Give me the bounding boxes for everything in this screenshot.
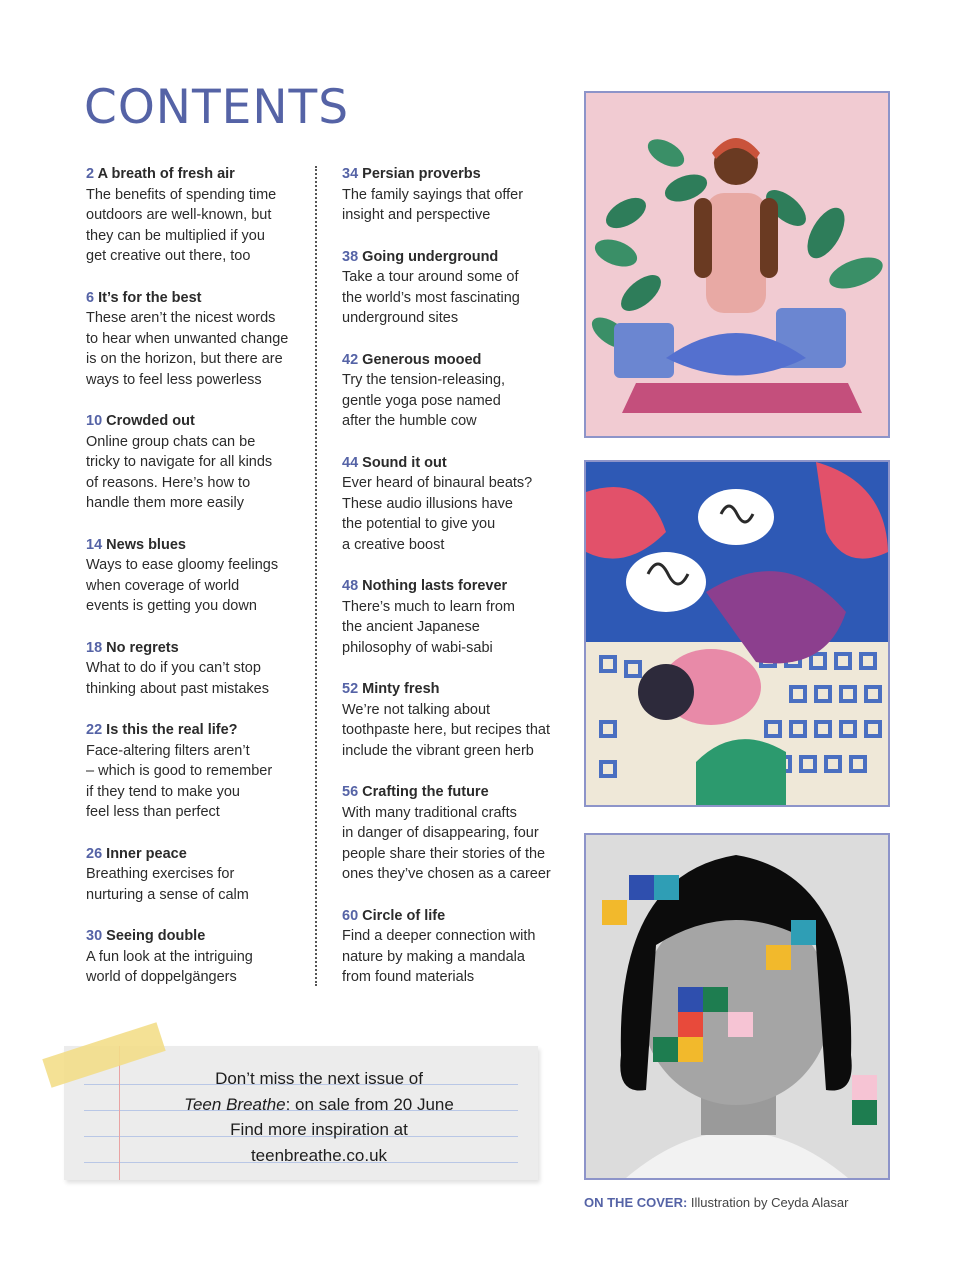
entry-heading (86, 411, 316, 432)
entry-description-line: The benefits of spending time (86, 186, 277, 203)
entry-description-line: toothpaste here, but recipes that (342, 722, 550, 738)
contents-entry[interactable] (342, 576, 572, 658)
page-number: 30 (86, 928, 103, 944)
entry-title: Crowded out (106, 413, 195, 429)
page-number: 60 (342, 907, 359, 924)
entry-description-line: the ancient Japanese (342, 619, 480, 635)
promo-sale-date: : on sale from 20 June (285, 1094, 454, 1114)
entry-description-line: after the humble cow (342, 413, 477, 429)
entry-heading (86, 844, 316, 865)
thought-bubbles-illustration-graphic (586, 462, 888, 805)
entry-title: Going underground (362, 248, 499, 265)
entry-title: Nothing lasts forever (362, 578, 508, 594)
entry-description-line: insight and perspective (342, 207, 491, 223)
entry-title: Seeing double (106, 928, 206, 944)
column-divider (315, 166, 317, 986)
entry-heading (86, 720, 316, 741)
entry-description-line: outdoors are well-known, but (86, 207, 272, 223)
contents-entry[interactable] (86, 720, 316, 823)
entry-description-line: Try the tension-releasing, (342, 372, 506, 388)
entry-description-line: Breathing exercises for (86, 866, 235, 882)
entry-description-line: people share their stories of the (342, 845, 546, 862)
entry-description-line: Face-altering filters aren’t (86, 742, 250, 759)
entry-heading (342, 164, 572, 185)
entry-heading (342, 679, 572, 700)
entry-description-line: underground sites (342, 310, 459, 326)
entry-title: Is this the real life? (106, 722, 238, 738)
page-number: 26 (86, 845, 103, 862)
entry-heading (342, 350, 572, 371)
promo-line1: Don’t miss the next issue of (215, 1069, 423, 1088)
contents-entry[interactable] (342, 453, 572, 556)
entry-heading (342, 453, 572, 474)
contents-entry[interactable] (86, 844, 316, 906)
entry-description-line: feel less than perfect (86, 804, 220, 820)
entry-description-line: ones they’ve chosen as a career (342, 866, 551, 882)
promo-line3: Find more inspiration at (230, 1120, 408, 1139)
cover-credit-label: ON THE COVER: (584, 1195, 688, 1210)
entry-description-line: they can be multiplied if you (86, 227, 265, 244)
entry-title: A breath of fresh air (97, 166, 235, 182)
entry-description-line: if they tend to make you (86, 783, 240, 800)
contents-entry[interactable] (342, 164, 572, 226)
contents-entry[interactable] (342, 350, 572, 432)
contents-right-column (342, 164, 572, 1009)
page-number: 22 (86, 722, 103, 738)
entry-description-line: get creative out there, too (86, 248, 251, 264)
contents-entry[interactable] (86, 411, 316, 514)
entry-description-line: There’s much to learn from (342, 598, 515, 615)
entry-title: Minty fresh (362, 681, 440, 697)
entry-heading (86, 164, 316, 185)
magazine-name: Teen Breathe (184, 1094, 286, 1114)
entry-description-line: The family sayings that offer (342, 186, 524, 203)
entry-description-line: when coverage of world (86, 577, 240, 594)
entry-description-line: the world’s most fascinating (342, 289, 520, 306)
entry-description-line: to hear when unwanted change (86, 330, 289, 347)
contents-left-column (86, 164, 316, 1009)
contents-entry[interactable] (86, 288, 316, 391)
contents-entry[interactable] (86, 535, 316, 617)
entry-title: No regrets (106, 639, 179, 656)
entry-description-line: handle them more easily (86, 495, 244, 511)
entry-description-line: ways to feel less powerless (86, 371, 262, 388)
entry-heading (342, 576, 572, 597)
entry-description-line: a creative boost (342, 536, 445, 553)
entry-description-line: from found materials (342, 969, 475, 985)
page-number: 10 (86, 413, 103, 429)
page-number: 18 (86, 639, 103, 656)
page-number: 44 (342, 454, 359, 471)
entry-description-line: thinking about past mistakes (86, 680, 269, 697)
entry-title: Generous mooed (362, 351, 482, 368)
contents-entry[interactable] (86, 638, 316, 700)
entry-title: It’s for the best (98, 289, 202, 306)
contents-entry[interactable] (86, 926, 316, 988)
entry-description-line: – which is good to remember (86, 763, 273, 779)
promo-line2 (149, 1092, 489, 1118)
entry-description-line: These aren’t the nicest words (86, 310, 276, 326)
entry-description-line: What to do if you can’t stop (86, 660, 261, 676)
page-number: 14 (86, 536, 103, 553)
website-link[interactable]: teenbreathe.co.uk (250, 1145, 388, 1165)
page-number: 2 (86, 166, 95, 182)
entry-heading (342, 782, 572, 803)
entry-description-line: We’re not talking about (342, 701, 491, 718)
contents-entry[interactable] (342, 679, 572, 761)
page-number: 38 (342, 248, 359, 265)
entry-title: Crafting the future (362, 784, 489, 800)
contents-entry[interactable] (86, 164, 316, 267)
contents-entry[interactable] (342, 906, 572, 988)
entry-description-line: events is getting you down (86, 598, 257, 614)
entry-description-line: include the vibrant green herb (342, 742, 534, 759)
next-issue-note (64, 1046, 538, 1180)
entry-heading (86, 535, 316, 556)
entry-description-line: Online group chats can be (86, 433, 256, 450)
meditation-illustration-graphic (586, 93, 888, 436)
contents-entry[interactable] (342, 247, 572, 329)
entry-description-line: These audio illusions have (342, 495, 513, 512)
entry-heading (86, 288, 316, 309)
entry-description-line: world of doppelgängers (86, 969, 237, 985)
contents-entry[interactable] (342, 782, 572, 885)
entry-description-line: With many traditional crafts (342, 804, 517, 821)
entry-title: Persian proverbs (362, 166, 481, 182)
entry-description-line: Take a tour around some of (342, 269, 519, 285)
note-text (149, 1066, 489, 1168)
entry-description-line: nature by making a mandala (342, 948, 525, 965)
entry-description-line: Find a deeper connection with (342, 928, 536, 944)
page-number: 52 (342, 681, 359, 697)
pixel-face-illustration (584, 833, 890, 1180)
entry-description-line: of reasons. Here’s how to (86, 474, 251, 491)
entry-description-line: in danger of disappearing, four (342, 825, 539, 841)
entry-title: News blues (106, 536, 186, 553)
cover-credit-text: Illustration by Ceyda Alasar (687, 1195, 849, 1210)
meditation-illustration (584, 91, 890, 438)
thought-bubbles-illustration (584, 460, 890, 807)
page-number: 34 (342, 166, 359, 182)
entry-heading (86, 638, 316, 659)
entry-description-line: nurturing a sense of calm (86, 886, 249, 903)
entry-description-line: Ways to ease gloomy feelings (86, 557, 279, 573)
entry-title: Circle of life (362, 907, 446, 924)
page-number: 42 (342, 351, 359, 368)
entry-heading (86, 926, 316, 947)
entry-description-line: the potential to give you (342, 516, 496, 532)
entry-title: Sound it out (362, 454, 447, 471)
page-number: 56 (342, 784, 359, 800)
entry-heading (342, 247, 572, 268)
entry-description-line: gentle yoga pose named (342, 392, 501, 409)
cover-credit (584, 1195, 848, 1210)
entry-description-line: is on the horizon, but there are (86, 351, 283, 367)
entry-description-line: Ever heard of binaural beats? (342, 475, 533, 491)
entry-description-line: philosophy of wabi-sabi (342, 639, 493, 656)
page-number: 6 (86, 289, 95, 306)
entry-description-line: A fun look at the intriguing (86, 948, 253, 965)
page-number: 48 (342, 578, 359, 594)
entry-description-line: tricky to navigate for all kinds (86, 454, 273, 470)
entry-heading (342, 906, 572, 927)
pixel-face-illustration-graphic (586, 835, 888, 1178)
entry-title: Inner peace (106, 845, 187, 862)
page-title: CONTENTS (84, 80, 350, 135)
note-margin-line (119, 1046, 120, 1180)
